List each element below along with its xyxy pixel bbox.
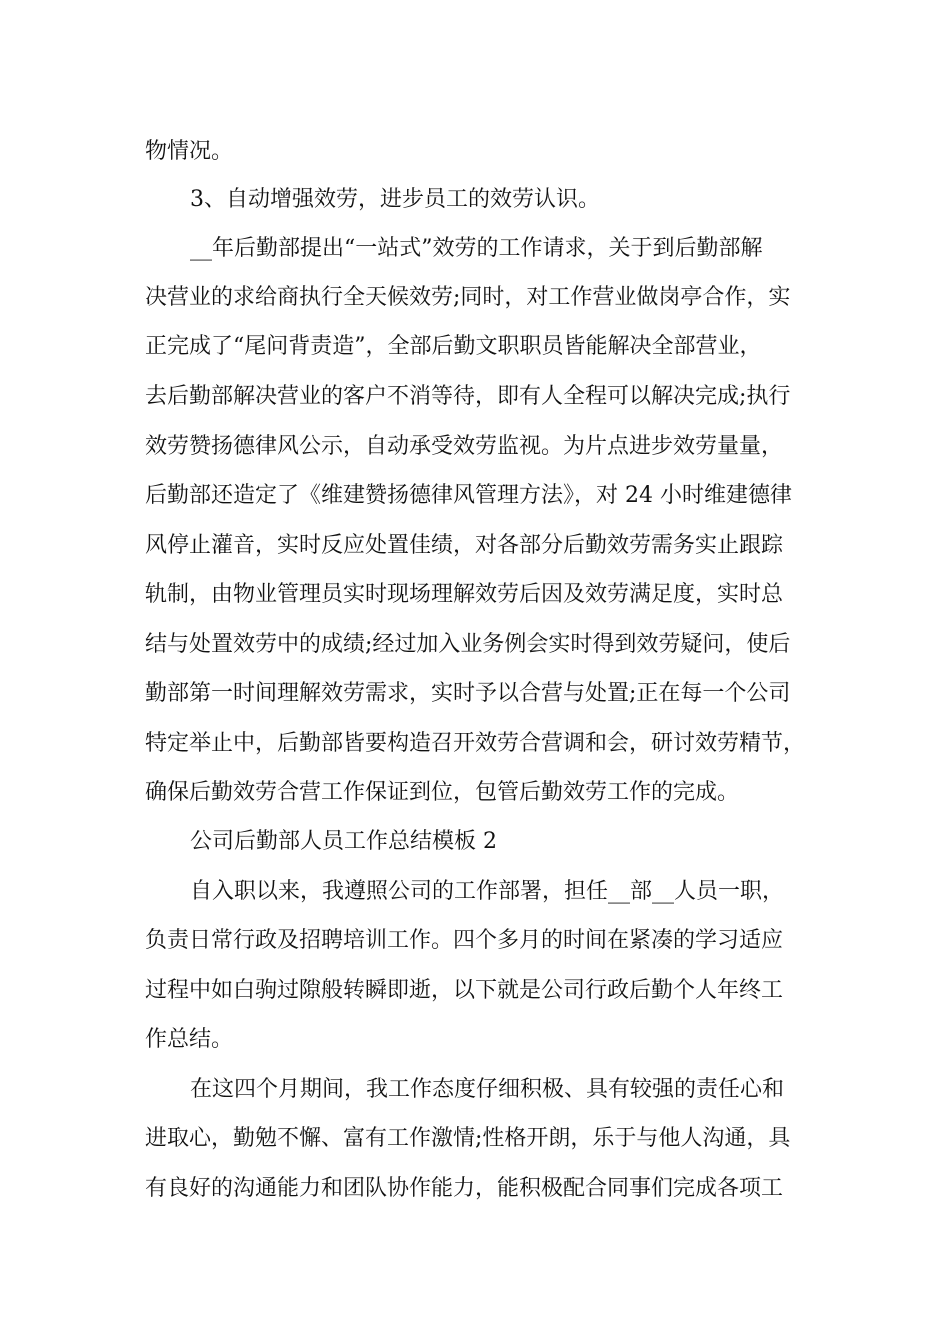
text-line: 正完成了“尾问背责造”，全部后勤文职职员皆能解决全部营业， (145, 334, 762, 359)
text-line: 在这四个月期间，我工作态度仔细积极、具有较强的责任心和 (190, 1077, 785, 1102)
text-line: 有良好的沟通能力和团队协作能力，能积极配合同事们完成各项工 (145, 1176, 784, 1201)
text-line: 进取心，勤勉不懈、富有工作激情;性格开朗，乐于与他人沟通，具 (145, 1126, 791, 1151)
text-line: 自入职以来，我遵照公司的工作部署，担任__部__人员一职， (190, 879, 785, 904)
text-line: 轨制，由物业管理员实时现场理解效劳后因及效劳满足度，实时总 (145, 582, 784, 607)
text-line: 过程中如白驹过隙般转瞬即逝，以下就是公司行政后勤个人年终工 (145, 978, 784, 1003)
text-line: 结与处置效劳中的成绩;经过加入业务例会实时得到效劳疑问，使后 (145, 632, 791, 657)
text-line: 决营业的求给商执行全天候效劳;同时，对工作营业做岗亭合作，实 (145, 285, 791, 310)
text-line: __年后勤部提出“一站式”效劳的工作请求，关于到后勤部解 (190, 236, 763, 261)
section-heading: 公司后勤部人员工作总结模板 2 (190, 829, 497, 854)
text-line: 确保后勤效劳合营工作保证到位，包管后勤效劳工作的完成。 (145, 780, 740, 805)
text-line: 去后勤部解决营业的客户不消等待，即有人全程可以解决完成;执行 (145, 384, 791, 409)
text-line: 3、自动增强效劳，进步员工的效劳认识。 (190, 187, 600, 212)
text-line: 物情况。 (145, 139, 234, 164)
text-line: 作总结。 (145, 1027, 234, 1052)
text-line: 效劳赞扬德律风公示，自动承受效劳监视。为片点进步效劳量量， (145, 434, 784, 459)
text-line: 勤部第一时间理解效劳需求，实时予以合营与处置;正在每一个公司 (145, 681, 791, 706)
text-line: 风停止灌音，实时反应处置佳绩，对各部分后勤效劳需务实止跟踪 (145, 533, 784, 558)
text-line: 后勤部还造定了《维建赞扬德律风管理方法》，对 24 小时维建德律 (145, 483, 792, 508)
text-line: 特定举止中，后勤部皆要构造召开效劳合营调和会，研讨效劳精节， (145, 731, 806, 756)
text-line: 负责日常行政及招聘培训工作。四个多月的时间在紧凑的学习适应 (145, 928, 784, 953)
